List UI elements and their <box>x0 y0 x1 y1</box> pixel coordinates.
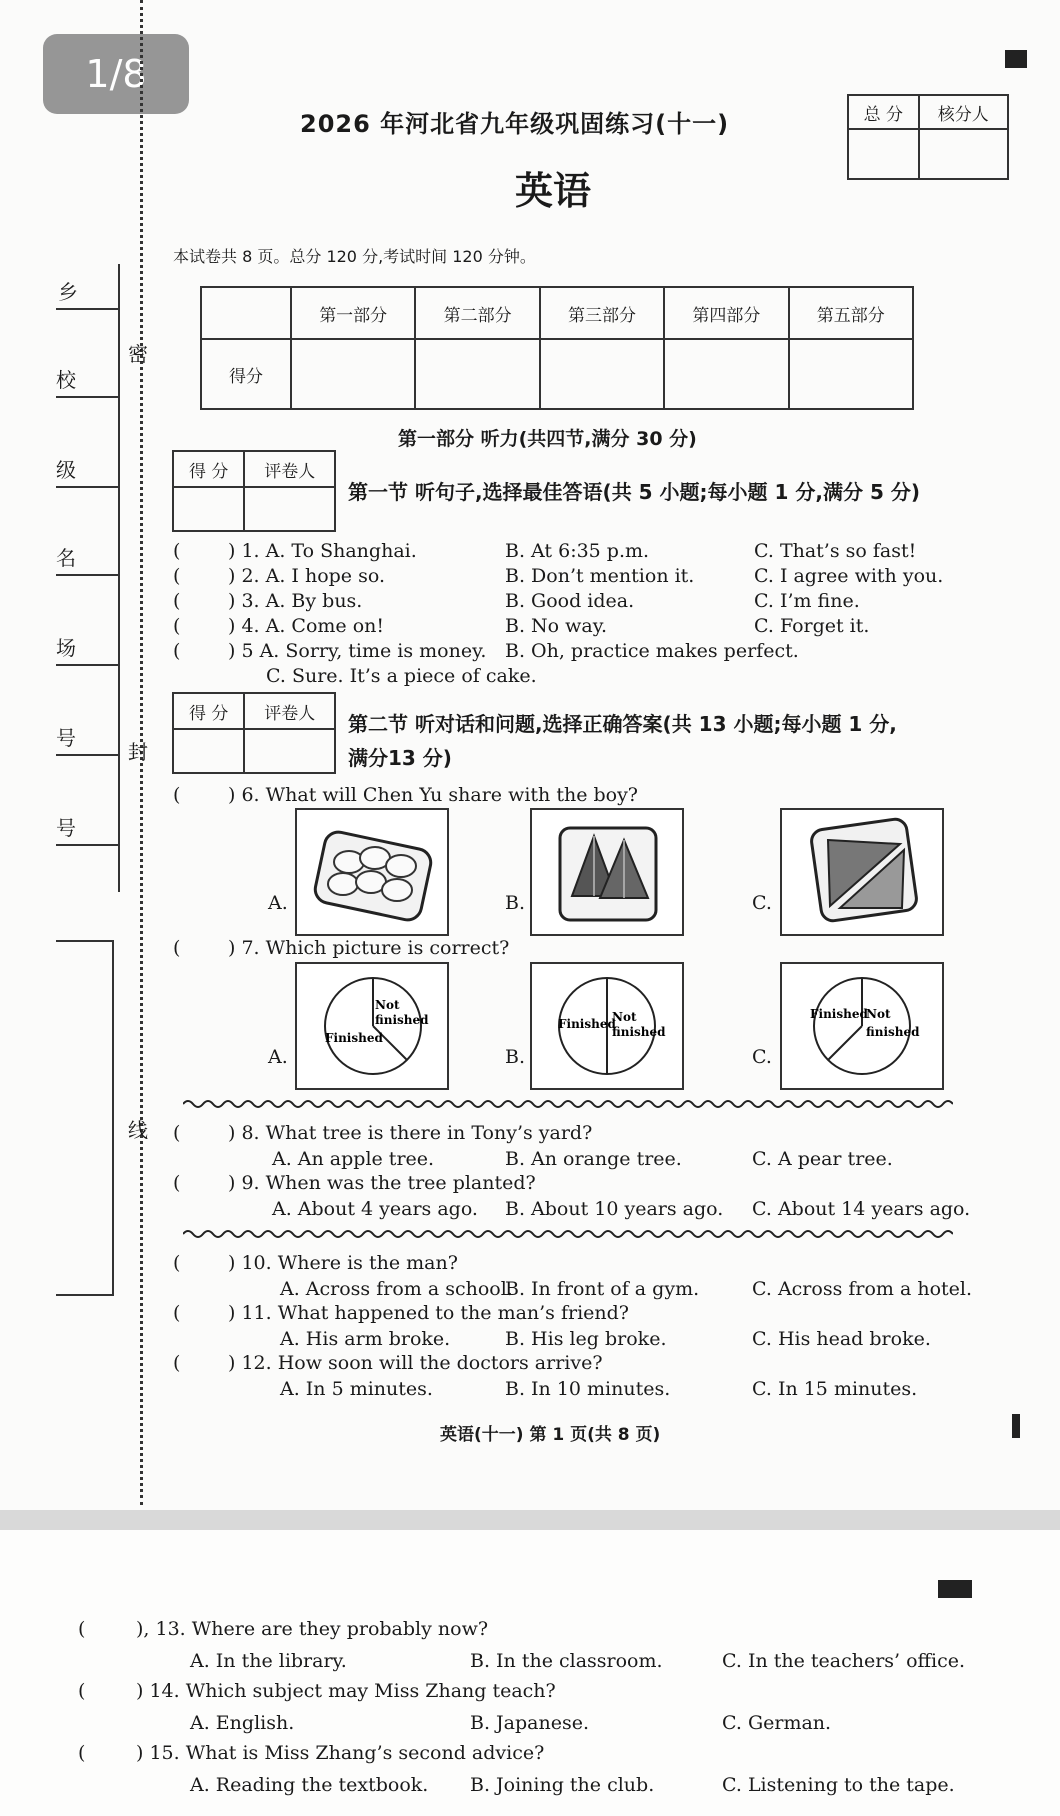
info-label-township: 乡 <box>58 280 78 304</box>
q14-option-a: A. English. <box>190 1712 295 1734</box>
page2-registration-mark <box>938 1580 972 1598</box>
info-label-seat-number: 号 <box>56 726 76 750</box>
info-label-school: 校 <box>56 368 76 392</box>
score-cell-5[interactable] <box>789 339 913 409</box>
score-table-header-1: 第一部分 <box>291 287 415 339</box>
score-table-header-5: 第五部分 <box>789 287 913 339</box>
q12-stem: ) 12. How soon will the doctors arrive? <box>228 1352 603 1374</box>
pie-a-finished-cap: Finished <box>325 1031 383 1045</box>
grader-name-label: 评卷人 <box>244 451 335 487</box>
section2-title-line1: 第二节 听对话和问题,选择正确答案(共 13 小题;每小题 1 分, <box>348 712 897 736</box>
wavy-divider-bottom <box>183 1228 953 1240</box>
q14-option-c: C. German. <box>722 1712 832 1734</box>
pie-a-not: Not <box>375 998 400 1012</box>
q6-label-c: C. <box>752 892 772 914</box>
q10-option-c: C. Across from a hotel. <box>752 1278 973 1300</box>
q4-paren[interactable]: ( <box>173 615 181 637</box>
q7-picture-b-pie[interactable] <box>530 962 684 1090</box>
total-score-label: 总 分 <box>848 95 919 129</box>
q1-option-b: B. At 6:35 p.m. <box>505 540 650 562</box>
score-checker-label: 核分人 <box>919 95 1008 129</box>
grader2-score-cell[interactable] <box>173 729 244 773</box>
zongzi-box-illustration <box>532 810 682 934</box>
q10-option-a: A. Across from a school. <box>280 1278 513 1300</box>
part1-title: 第一部分 听力(共四节,满分 30 分) <box>398 428 697 450</box>
score-table-header-3: 第三部分 <box>540 287 664 339</box>
pie-chart-c <box>782 964 942 1088</box>
exam-subject: 英语 <box>515 169 592 213</box>
total-score-cell[interactable] <box>848 129 919 179</box>
score-checker-cell[interactable] <box>919 129 1008 179</box>
section1-title: 第一节 听句子,选择最佳答语(共 5 小题;每小题 1 分,满分 5 分) <box>348 480 920 504</box>
q9-stem: ) 9. When was the tree planted? <box>228 1172 536 1194</box>
q13-option-c: C. In the teachers’ office. <box>722 1650 966 1672</box>
q3-option-a: ) 3. A. By bus. <box>228 590 363 612</box>
q11-stem: ) 11. What happened to the man’s friend? <box>228 1302 629 1324</box>
q11-paren[interactable]: ( <box>173 1302 181 1324</box>
wavy-divider-top <box>183 1098 953 1110</box>
q8-paren[interactable]: ( <box>173 1122 181 1144</box>
q13-paren[interactable]: ( <box>78 1618 86 1640</box>
q15-option-b: B. Joining the club. <box>470 1774 655 1796</box>
info-field-township <box>56 264 118 310</box>
pie-b-not: Not <box>612 1010 637 1024</box>
q4-option-c: C. Forget it. <box>754 615 870 637</box>
q5-option-b: B. Oh, practice makes perfect. <box>505 640 799 662</box>
q6-label-b: B. <box>505 892 526 914</box>
q2-option-c: C. I agree with you. <box>754 565 944 587</box>
q14-paren[interactable]: ( <box>78 1680 86 1702</box>
q11-option-b: B. His leg broke. <box>505 1328 667 1350</box>
q7-label-b: B. <box>505 1046 526 1068</box>
q7-stem: ) 7. Which picture is correct? <box>228 937 510 959</box>
page-indicator-badge[interactable]: 1/8 <box>43 34 189 114</box>
q7-picture-a-pie[interactable] <box>295 962 449 1090</box>
score-table-header-4: 第四部分 <box>664 287 788 339</box>
q9-option-c: C. About 14 years ago. <box>752 1198 971 1220</box>
q5-option-c: C. Sure. It’s a piece of cake. <box>266 665 537 687</box>
q15-stem: ) 15. What is Miss Zhang’s second advice? <box>136 1742 545 1764</box>
q3-option-b: B. Good idea. <box>505 590 635 612</box>
q10-stem: ) 10. Where is the man? <box>228 1252 458 1274</box>
q3-paren[interactable]: ( <box>173 590 181 612</box>
q1-option-a: ) 1. A. To Shanghai. <box>228 540 417 562</box>
q9-paren[interactable]: ( <box>173 1172 181 1194</box>
pie-chart-b <box>532 964 682 1088</box>
grader-name-cell[interactable] <box>244 487 335 531</box>
q1-option-c: C. That’s so fast! <box>754 540 917 562</box>
grader-box-section1 <box>172 450 336 532</box>
q5-option-a: ) 5 A. Sorry, time is money. <box>228 640 487 662</box>
q13-option-b: B. In the classroom. <box>470 1650 663 1672</box>
q12-paren[interactable]: ( <box>173 1352 181 1374</box>
sandwich-box-illustration <box>782 810 942 934</box>
registration-mark <box>1005 50 1027 68</box>
q7-picture-c-pie[interactable] <box>780 962 944 1090</box>
q1-paren[interactable]: ( <box>173 540 181 562</box>
exam-title: 2026 年河北省九年级巩固练习(十一) <box>300 110 730 138</box>
q14-option-b: B. Japanese. <box>470 1712 589 1734</box>
q6-picture-c-sandwich[interactable] <box>780 808 944 936</box>
q6-label-a: A. <box>268 892 288 914</box>
score-cell-2[interactable] <box>415 339 539 409</box>
q7-label-c: C. <box>752 1046 772 1068</box>
q9-option-a: A. About 4 years ago. <box>272 1198 478 1220</box>
seal-char-feng: 封 <box>128 740 148 764</box>
grader-score-label: 得 分 <box>173 451 244 487</box>
sidebar-lower-box <box>56 940 114 1296</box>
total-score-box <box>847 94 1009 180</box>
q2-paren[interactable]: ( <box>173 565 181 587</box>
pie-b-finished: finished <box>612 1025 666 1039</box>
q4-option-a: ) 4. A. Come on! <box>228 615 385 637</box>
q12-option-c: C. In 15 minutes. <box>752 1378 918 1400</box>
section2-title-line2: 满分13 分) <box>348 746 452 770</box>
q6-stem: ) 6. What will Chen Yu share with the boy? <box>228 784 638 806</box>
page-separator <box>0 1510 1060 1530</box>
seal-char-mi: 密 <box>128 342 148 366</box>
q11-option-c: C. His head broke. <box>752 1328 931 1350</box>
q4-option-b: B. No way. <box>505 615 607 637</box>
pie-b-finished-cap: Finished <box>558 1017 616 1031</box>
q7-paren[interactable]: ( <box>173 937 181 959</box>
pie-c-not: Not <box>866 1007 891 1021</box>
q8-stem: ) 8. What tree is there in Tony’s yard? <box>228 1122 593 1144</box>
exam-intro: 本试卷共 8 页。总分 120 分,考试时间 120 分钟。 <box>173 247 536 266</box>
info-label-class: 级 <box>56 458 76 482</box>
score-table-header-2: 第二部分 <box>415 287 539 339</box>
info-label-name: 名 <box>56 546 76 570</box>
info-field-exam-number <box>56 800 118 846</box>
q7-label-a: A. <box>268 1046 288 1068</box>
grader2-name-label: 评卷人 <box>244 693 335 729</box>
dumplings-box-illustration <box>297 810 447 934</box>
seal-char-xian: 线 <box>128 1118 148 1142</box>
q8-option-b: B. An orange tree. <box>505 1148 682 1170</box>
info-field-class <box>56 442 118 488</box>
page-footer: 英语(十一) 第 1 页(共 8 页) <box>440 1425 661 1445</box>
q2-option-b: B. Don’t mention it. <box>505 565 695 587</box>
q6-picture-b-zongzi[interactable] <box>530 808 684 936</box>
info-field-seat-number <box>56 710 118 756</box>
q6-picture-a-dumplings[interactable] <box>295 808 449 936</box>
info-label-exam-room: 场 <box>56 636 76 660</box>
section-score-table <box>200 286 914 410</box>
grader-score-cell[interactable] <box>173 487 244 531</box>
q6-paren[interactable]: ( <box>173 784 181 806</box>
q8-option-a: A. An apple tree. <box>272 1148 435 1170</box>
info-field-school <box>56 352 118 398</box>
q13-stem: ), 13. Where are they probably now? <box>136 1618 489 1640</box>
q3-option-c: C. I’m fine. <box>754 590 860 612</box>
score-cell-1[interactable] <box>291 339 415 409</box>
pie-a-finished: finished <box>375 1013 429 1027</box>
score-cell-4[interactable] <box>664 339 788 409</box>
q15-option-c: C. Listening to the tape. <box>722 1774 955 1796</box>
q10-option-b: B. In front of a gym. <box>505 1278 700 1300</box>
q12-option-b: B. In 10 minutes. <box>505 1378 671 1400</box>
q11-option-a: A. His arm broke. <box>280 1328 451 1350</box>
q15-paren[interactable]: ( <box>78 1742 86 1764</box>
grader2-score-label: 得 分 <box>173 693 244 729</box>
pie-chart-a <box>297 964 447 1088</box>
grader-box-section2 <box>172 692 336 774</box>
q2-option-a: ) 2. A. I hope so. <box>228 565 385 587</box>
info-label-exam-number: 号 <box>56 816 76 840</box>
q9-option-b: B. About 10 years ago. <box>505 1198 724 1220</box>
q8-option-c: C. A pear tree. <box>752 1148 893 1170</box>
info-field-exam-room <box>56 620 118 666</box>
q13-option-a: A. In the library. <box>190 1650 347 1672</box>
q15-option-a: A. Reading the textbook. <box>190 1774 429 1796</box>
score-table-row-label: 得分 <box>201 339 291 409</box>
score-cell-3[interactable] <box>540 339 664 409</box>
q12-option-a: A. In 5 minutes. <box>280 1378 433 1400</box>
q5-paren[interactable]: ( <box>173 640 181 662</box>
info-field-name <box>56 530 118 576</box>
grader2-name-cell[interactable] <box>244 729 335 773</box>
registration-mark-side <box>1012 1414 1020 1438</box>
pie-c-finished-cap: Finished <box>810 1007 868 1021</box>
score-table-corner <box>201 287 291 339</box>
q14-stem: ) 14. Which subject may Miss Zhang teach? <box>136 1680 556 1702</box>
pie-c-finished: finished <box>866 1025 920 1039</box>
q10-paren[interactable]: ( <box>173 1252 181 1274</box>
